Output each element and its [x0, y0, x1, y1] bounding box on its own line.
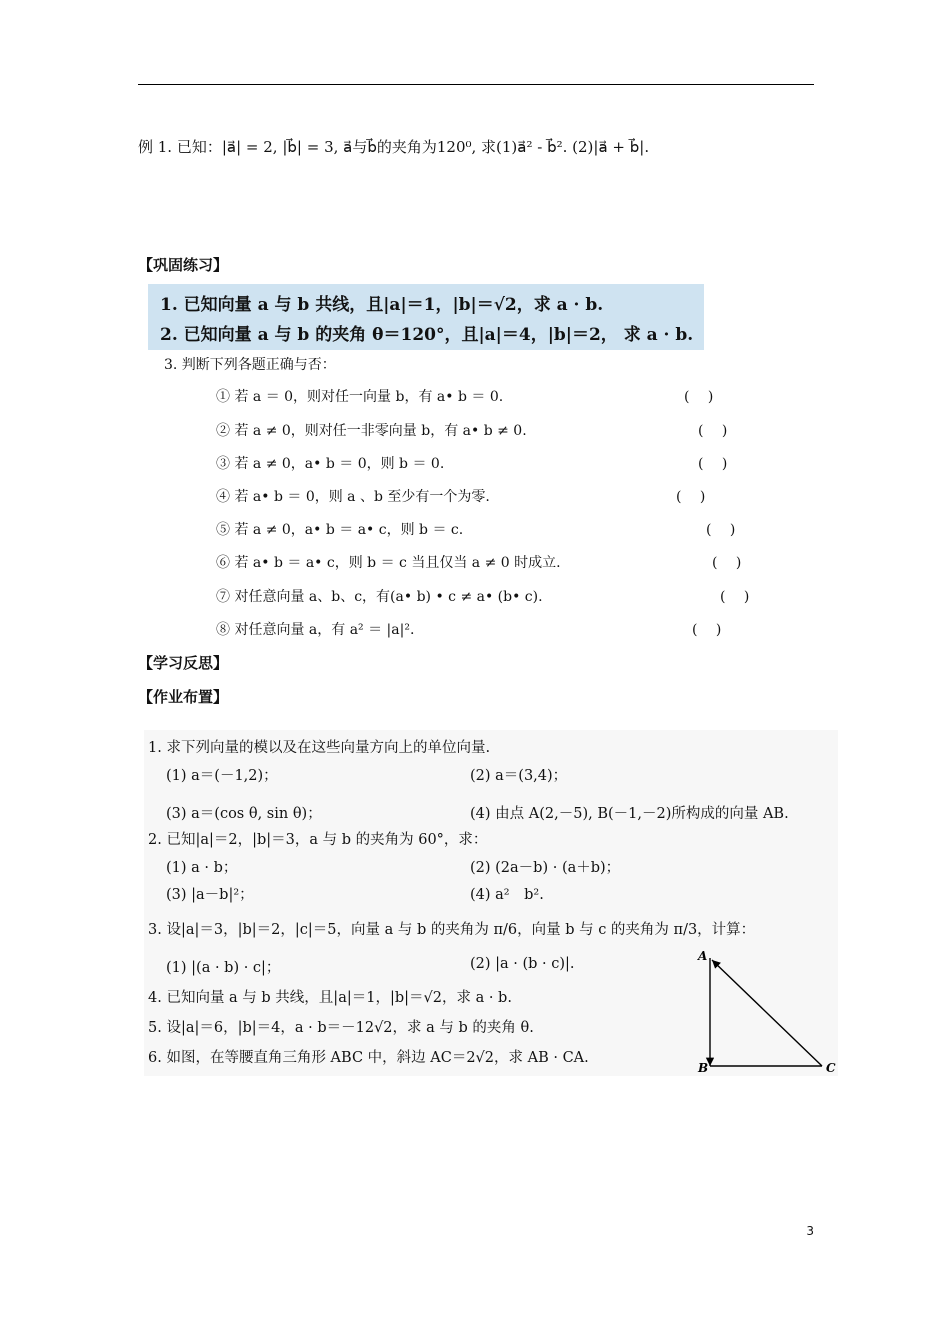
judge-title: 3. 判断下列各题正确与否： [164, 357, 336, 373]
answer-blank-4[interactable]: ( ) [676, 489, 706, 505]
label-c: C [826, 1061, 836, 1075]
hw-q3: 3. 设|a|＝3，|b|＝2，|c|＝5，向量 a 与 b 的夹角为 π/6，向量 b 与 c 的夹角为 π/3，计算： [148, 922, 756, 938]
judge-item-3: ③ 若 a ≠ 0，a• b ＝ 0，则 b ＝ 0. [216, 456, 445, 472]
hw-q5: 5. 设|a|＝6，|b|＝4，a · b＝－12√2，求 a 与 b 的夹角 θ. [148, 1020, 534, 1036]
hw-q1-2: (2) a＝(3,4)； [470, 768, 568, 784]
example-1: 例 1. 已知：|a⃗| = 2, |b⃗| = 3, a⃗与b⃗的夹角为120⁰, 求(1)a⃗² - b⃗². (2)|a⃗ + b⃗|. [138, 138, 650, 156]
triangle-figure [694, 746, 838, 1076]
hw-q1-1: (1) a＝(－1,2)； [166, 768, 278, 784]
answer-blank-5[interactable]: ( ) [706, 522, 736, 538]
answer-blank-2[interactable]: ( ) [698, 423, 728, 439]
hw-q3-1: (1) |(a · b) · c|； [166, 960, 281, 976]
judge-item-2: ② 若 a ≠ 0，则对任一非零向量 b，有 a• b ≠ 0. [216, 423, 527, 439]
answer-blank-1[interactable]: ( ) [684, 389, 714, 405]
section-practice: 【巩固练习】 [138, 256, 229, 274]
judge-item-1: ① 若 a ＝ 0，则对任一向量 b，有 a• b ＝ 0. [216, 389, 504, 405]
hw-q1-4: (4) 由点 A(2,－5), B(－1,－2)所构成的向量 AB. [470, 806, 789, 822]
section-reflection: 【学习反思】 [138, 654, 229, 672]
hw-q2-2: (2) (2a－b) · (a＋b)； [470, 860, 621, 876]
hw-q1-3: (3) a＝(cos θ, sin θ)； [166, 806, 322, 822]
header-rule [138, 84, 814, 85]
label-a: A [698, 949, 708, 963]
hw-q4: 4. 已知向量 a 与 b 共线，且|a|＝1，|b|＝√2，求 a · b. [148, 990, 512, 1006]
hw-q2-1: (1) a · b； [166, 860, 238, 876]
homework-box [144, 730, 838, 1076]
judge-item-6: ⑥ 若 a• b ＝ a• c，则 b ＝ c 当且仅当 a ≠ 0 时成立. [216, 555, 561, 571]
answer-blank-3[interactable]: ( ) [698, 456, 728, 472]
practice-q1: 1. 已知向量 a 与 b 共线，且|a|＝1，|b|＝√2，求 a · b. [160, 295, 604, 315]
hw-q3-2: (2) |a · (b · c)|. [470, 956, 575, 972]
answer-blank-8[interactable]: ( ) [692, 622, 722, 638]
answer-blank-7[interactable]: ( ) [720, 589, 750, 605]
hw-q2-3: (3) |a－b|²； [166, 887, 254, 903]
page-number: 3 [806, 1224, 814, 1238]
answer-blank-6[interactable]: ( ) [712, 555, 742, 571]
vector-ca [712, 960, 822, 1066]
judge-item-4: ④ 若 a• b ＝ 0，则 a 、b 至少有一个为零. [216, 489, 490, 505]
hw-q2: 2. 已知|a|＝2，|b|＝3，a 与 b 的夹角为 60°，求： [148, 832, 488, 848]
practice-box [148, 284, 704, 350]
judge-item-7: ⑦ 对任意向量 a、b、c，有(a• b) • c ≠ a• (b• c). [216, 589, 543, 605]
hw-q6: 6. 如图，在等腰直角三角形 ABC 中，斜边 AC＝2√2，求 AB · CA. [148, 1050, 589, 1066]
hw-q1: 1. 求下列向量的模以及在这些向量方向上的单位向量. [148, 740, 491, 756]
practice-q2: 2. 已知向量 a 与 b 的夹角 θ＝120°，且|a|＝4，|b|＝2， 求 a · b. [160, 325, 694, 345]
label-b: B [698, 1061, 709, 1075]
section-homework: 【作业布置】 [138, 688, 229, 706]
judge-item-5: ⑤ 若 a ≠ 0，a• b ＝ a• c，则 b ＝ c. [216, 522, 464, 538]
judge-item-8: ⑧ 对任意向量 a，有 a² ＝ |a|². [216, 622, 415, 638]
hw-q2-4: (4) a² b². [470, 887, 544, 903]
